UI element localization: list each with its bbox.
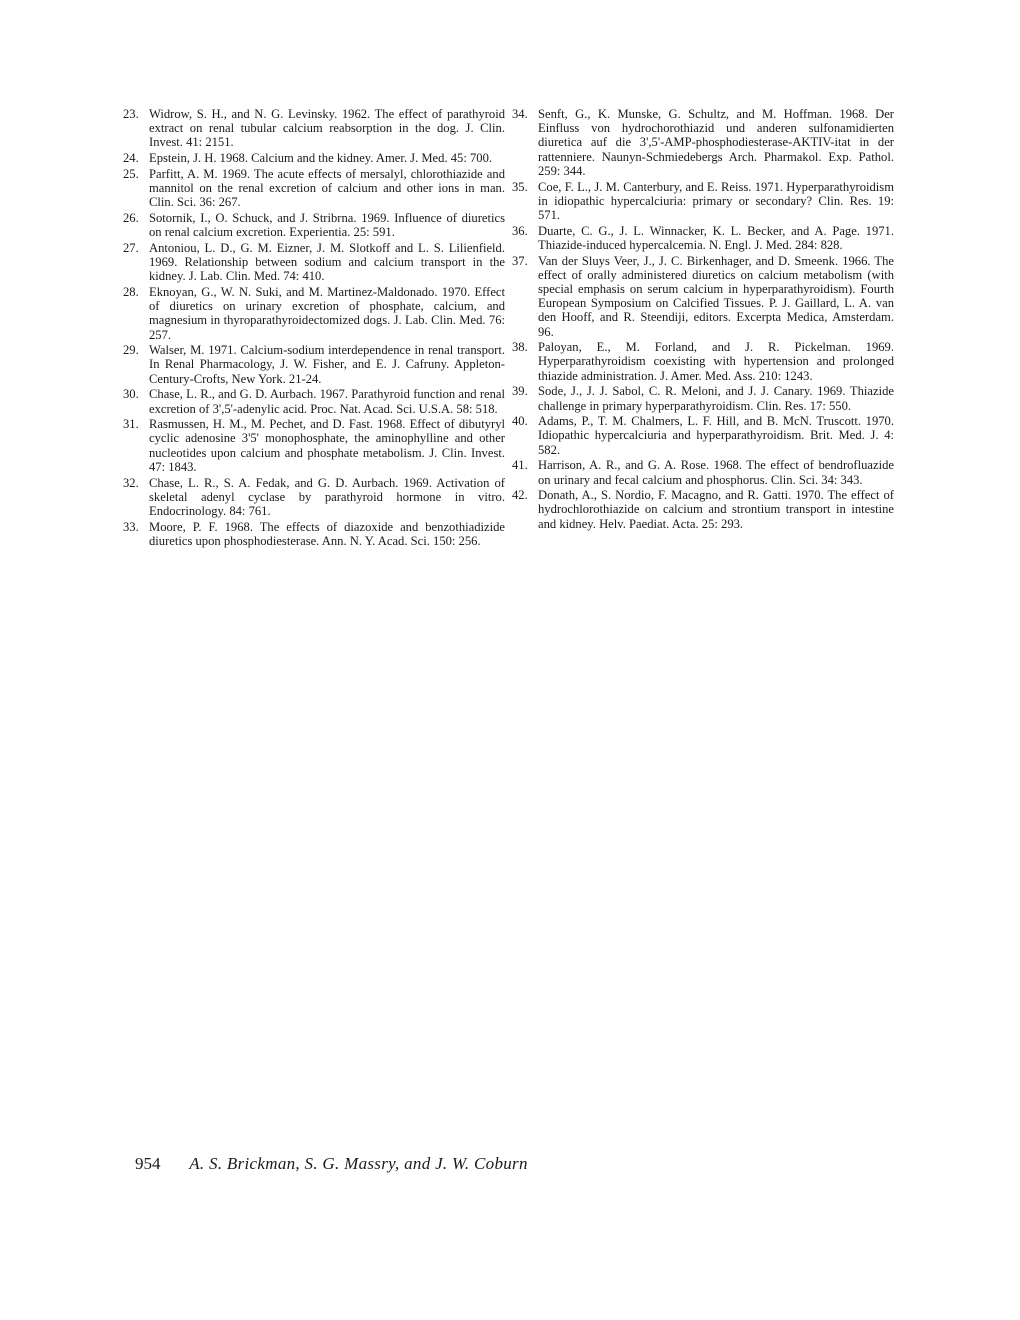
reference-item	[512, 179, 894, 223]
reference-item	[512, 223, 894, 252]
reference-item	[512, 384, 894, 413]
page-number: 954	[135, 1154, 161, 1173]
reference-number: 42.	[512, 488, 528, 503]
reference-number: 33.	[123, 519, 139, 534]
page-footer	[135, 1154, 528, 1174]
reference-number: 37.	[512, 253, 528, 268]
reference-text: Adams, P., T. M. Chalmers, L. F. Hill, and B. McN. Truscott. 1970. Idiopathic hypercalciuria and hyperparathyroidism. Brit. Med. J. 4: 582.	[538, 414, 894, 457]
reference-item	[123, 343, 505, 386]
reference-number: 30.	[123, 387, 139, 402]
reference-number: 31.	[123, 417, 139, 432]
reference-text: Donath, A., S. Nordio, F. Macagno, and R. Gatti. 1970. The effect of hydrochlorothiazide on calcium and strontium transport in intestine and kidney. Helv. Paediat. Acta. 25: 293.	[538, 488, 894, 531]
reference-item	[512, 488, 894, 531]
reference-item	[123, 107, 505, 150]
reference-number: 34.	[512, 107, 528, 121]
reference-number: 23.	[123, 107, 139, 121]
reference-number: 32.	[123, 475, 139, 490]
running-footer-authors: A. S. Brickman, S. G. Massry, and J. W. Coburn	[189, 1154, 528, 1173]
reference-number: 36.	[512, 223, 528, 238]
reference-item	[123, 210, 505, 240]
reference-item	[123, 151, 505, 166]
reference-text: Chase, L. R., S. A. Fedak, and G. D. Aurbach. 1969. Activation of skeletal adenyl cyclase by parathyroid hormone in vitro. Endocrinology. 84: 761.	[149, 475, 505, 518]
reference-item	[123, 417, 505, 474]
reference-text: Chase, L. R., and G. D. Aurbach. 1967. Parathyroid function and renal excretion of 3',5'-adenylic acid. Proc. Nat. Acad. Sci. U.S.A. 58: 518.	[149, 387, 505, 416]
reference-text: Senft, G., K. Munske, G. Schultz, and M. Hoffman. 1968. Der Einfluss von hydrochorothiazid und anderen sulfonamidierten diuretica auf die 3',5'-AMP-phosphodiesterase-AKTIV-itat in der rattenniere. Naunyn-Schmiedebergs Arch. Pharmakol. Exp. Pathol. 259: 344.	[538, 107, 894, 178]
reference-text: Widrow, S. H., and N. G. Levinsky. 1962. The effect of parathyroid extract on renal tubular calcium reabsorption in the dog. J. Clin. Invest. 41: 2151.	[149, 107, 505, 150]
reference-number: 25.	[123, 166, 139, 181]
reference-text: Epstein, J. H. 1968. Calcium and the kidney. Amer. J. Med. 45: 700.	[149, 151, 493, 166]
references-column-left	[123, 107, 505, 550]
reference-number: 40.	[512, 414, 528, 429]
reference-item	[512, 414, 894, 457]
reference-item	[512, 253, 894, 339]
reference-item	[123, 240, 505, 284]
reference-text: Paloyan, E., M. Forland, and J. R. Pickelman. 1969. Hyperparathyroidism coexisting with hypertension and prolonged thiazide administration. J. Amer. Med. Ass. 210: 1243.	[538, 340, 894, 383]
reference-text: Eknoyan, G., W. N. Suki, and M. Martinez-Maldonado. 1970. Effect of diuretics on urinary excretion of phosphate, calcium, and magnesium in thyroparathyroidectomized dogs. J. Lab. Clin. Med. 76: 257.	[149, 284, 505, 342]
reference-text: Parfitt, A. M. 1969. The acute effects of mersalyl, chlorothiazide and mannitol on the renal excretion of calcium and other ions in man. Clin. Sci. 36: 267.	[149, 166, 505, 210]
reference-text: Antoniou, L. D., G. M. Eizner, J. M. Slotkoff and L. S. Lilienfield. 1969. Relationship between sodium and calcium transport in the kidney. J. Lab. Clin. Med. 74: 410.	[149, 240, 505, 284]
reference-text: Walser, M. 1971. Calcium-sodium interdependence in renal transport. In Renal Pharmacology, J. W. Fisher, and E. J. Cafruny. Appleton-Century-Crofts, New York. 21-24.	[149, 343, 505, 386]
reference-text: Harrison, A. R., and G. A. Rose. 1968. The effect of bendrofluazide on urinary and fecal calcium and phosphorus. Clin. Sci. 34: 343.	[538, 458, 894, 487]
reference-number: 41.	[512, 458, 528, 473]
reference-number: 27.	[123, 240, 139, 255]
reference-item	[512, 340, 894, 383]
reference-text: Van der Sluys Veer, J., J. C. Birkenhager, and D. Smeenk. 1966. The effect of orally administered diuretics on calcium metabolism (with special emphasis on serum calcium in hyperparathyroidism). Fourth European Symposium on Calcified Tissues. P. J. Gaillard, L. A. van den Hooff, and R. Steendiji, editors. Excerpta Medica, Amsterdam. 96.	[538, 253, 894, 339]
reference-item	[123, 519, 505, 548]
reference-item	[512, 458, 894, 487]
reference-number: 39.	[512, 384, 528, 399]
reference-item	[123, 166, 505, 210]
reference-text: Moore, P. F. 1968. The effects of diazoxide and benzothiadizide diuretics upon phosphodiesterase. Ann. N. Y. Acad. Sci. 150: 256.	[149, 519, 505, 548]
reference-number: 29.	[123, 343, 139, 358]
reference-number: 35.	[512, 179, 528, 194]
reference-item	[123, 475, 505, 519]
reference-text: Duarte, C. G., J. L. Winnacker, K. L. Becker, and A. Page. 1971. Thiazide-induced hypercalcemia. N. Engl. J. Med. 284: 828.	[538, 223, 894, 252]
reference-item	[123, 284, 505, 342]
references-column-right	[512, 107, 894, 532]
reference-number: 24.	[123, 151, 139, 166]
reference-text: Coe, F. L., J. M. Canterbury, and E. Reiss. 1971. Hyperparathyroidism in idiopathic hypercalciuria: primary or secondary? Clin. Res. 19: 571.	[538, 179, 894, 222]
reference-number: 38.	[512, 340, 528, 355]
reference-text: Sode, J., J. J. Sabol, C. R. Meloni, and J. J. Canary. 1969. Thiazide challenge in primary hyperparathyroidism. Clin. Res. 17: 550.	[538, 384, 894, 413]
reference-text: Rasmussen, H. M., M. Pechet, and D. Fast. 1968. Effect of dibutyryl cyclic adenosine 3'5' monophosphate, the aminophylline and other nucleotides upon calcium and phosphate metabolism. J. Clin. Invest. 47: 1843.	[149, 417, 505, 474]
reference-text: Sotornik, I., O. Schuck, and J. Stribrna. 1969. Influence of diuretics on renal calcium excretion. Experientia. 25: 591.	[149, 210, 505, 240]
reference-number: 26.	[123, 210, 139, 225]
reference-item	[123, 387, 505, 416]
reference-number: 28.	[123, 284, 139, 299]
reference-item	[512, 107, 894, 178]
